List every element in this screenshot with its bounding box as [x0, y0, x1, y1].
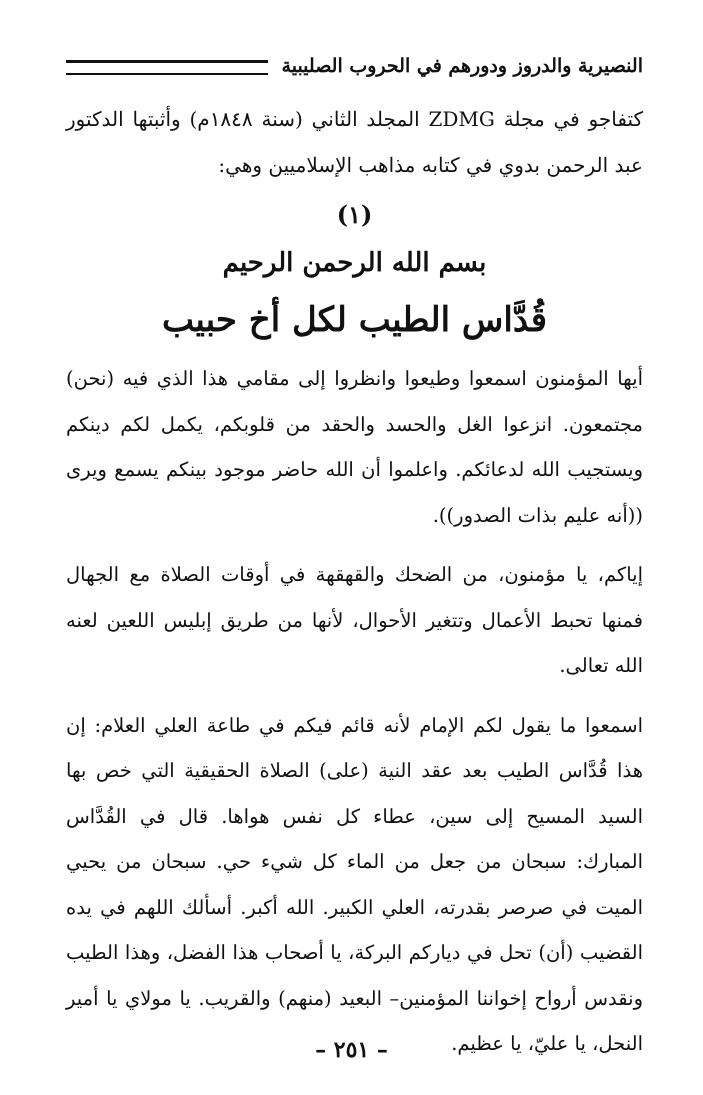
page-number: – ٢٥١ –: [315, 1037, 388, 1063]
header-rule: [66, 60, 268, 75]
basmala-heading: بسم الله الرحمن الرحيم: [222, 248, 487, 278]
intro-paragraph: [66, 96, 643, 188]
running-header-title: النصيرية والدروز ودورهم في الحروب الصليبية: [281, 55, 643, 77]
section-title: قُدَّاس الطيب لكل أخ حبيب: [162, 300, 547, 340]
paragraph-3: اسمعوا ما يقول لكم الإمام لأنه قائم فيكم في طاعة العلي العلام: إن هذا قُدَّاس الطيب بعد عقد النية (على) الصلاة الحقيقية التي خص بها السيد المسيح إلى سين، عطاء كل نفس هواها. قال في القُدَّاس المبارك: سبحان من جعل من الماء كل شيء حي. سبحان من يحيي الميت في صرصر بقدرته، العلي الكبير. الله أكبر. أسألك اللهم في يده القضيب (أن) تحل في دياركم البركة، يا أصحاب هذا الفضل، وهذا الطيب ونقدس أرواح إخواننا المؤمنين– البعيد (منهم) والقريب. يا مولاي يا أمير النحل، يا عليّ، يا عظيم.: [66, 713, 643, 1055]
paragraph-2: إياكم، يا مؤمنون، من الضحك والقهقهة في أوقات الصلاة مع الجهال فمنها تحبط الأعمال وتتغير الأحوال، لأنها من طريق إبليس اللعين لعنه الله تعالى.: [66, 563, 643, 677]
intro-text: كتفاجو في مجلة ZDMG المجلد الثاني (سنة ١٨٤٨م) وأثبتها الدكتور عبد الرحمن بدوي في كتابه مذاهب الإسلاميين وهي:: [66, 107, 643, 177]
paragraph-1: أيها المؤمنون اسمعوا وطيعوا وانظروا إلى مقامي هذا الذي فيه (نحن) مجتمعون. انزعوا الغل والحسد والحقد من قلوبكم، يكمل لكم دينكم ويستجيب الله لدعائكم. واعلموا أن الله حاضر موجود بينكم يسمع ويرى ((أنه عليم بذات الصدور)).: [66, 367, 643, 527]
running-header: [66, 48, 643, 84]
section-number: (١): [336, 200, 373, 229]
body-text: [66, 356, 643, 1081]
